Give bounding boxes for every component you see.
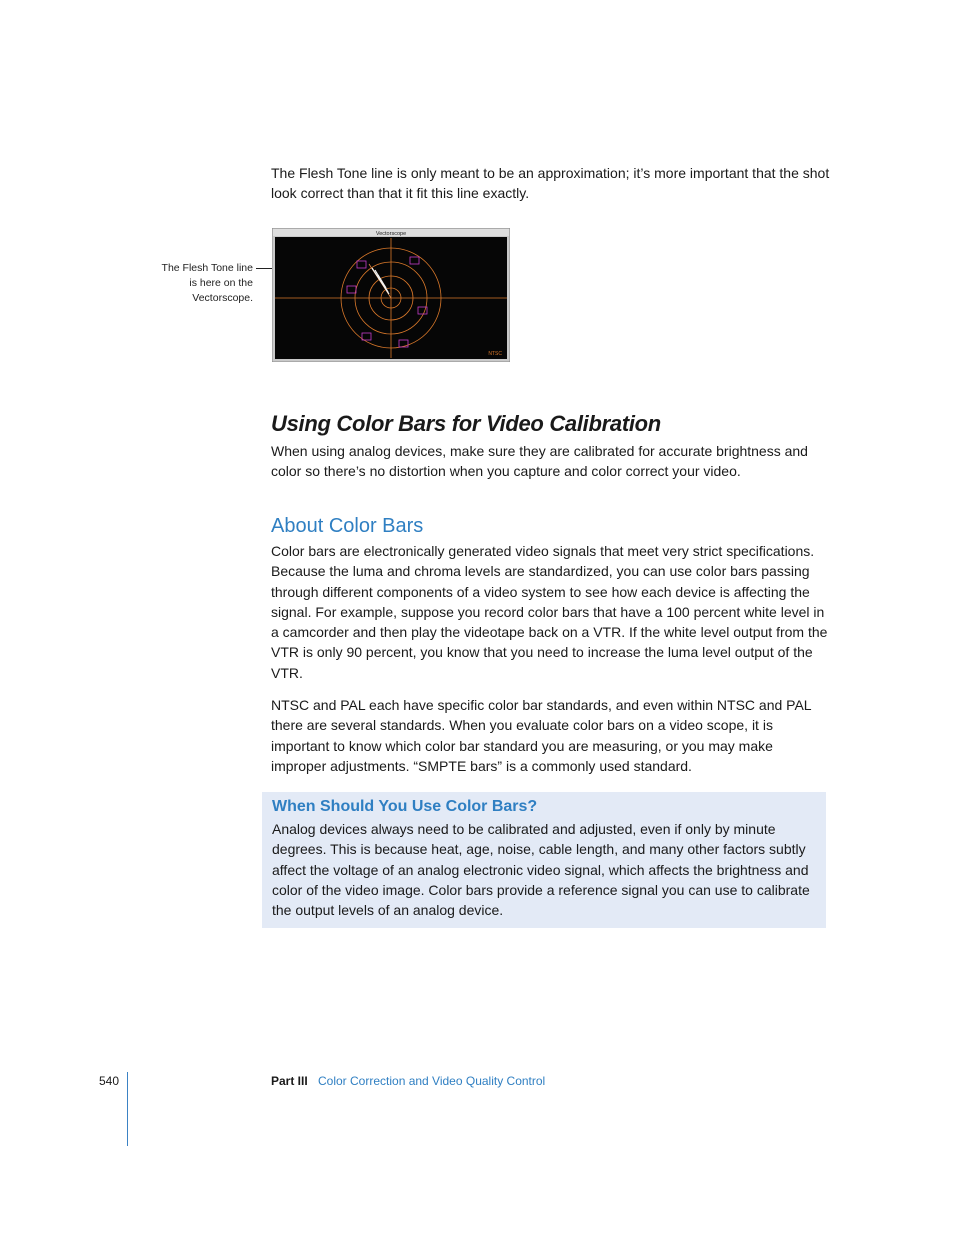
sidebar-title: When Should You Use Color Bars? bbox=[272, 798, 538, 815]
footer-chapter-title: Color Correction and Video Quality Control bbox=[318, 1074, 546, 1088]
subsection-title: About Color Bars bbox=[271, 515, 424, 537]
sidebar-box bbox=[262, 792, 826, 928]
page-number: 540 bbox=[99, 1074, 120, 1088]
about-paragraph-2: NTSC and PAL each have specific color bar standards, and even within NTSC and PAL there are several standards. When you evaluate color bars on a video scope, it is important to know which color bar standard you are measuring, or you may make improper adjustments. “SMPTE bars” is a commonly used standard. bbox=[271, 697, 812, 774]
footer-part-label: Part III bbox=[271, 1074, 308, 1088]
vectorscope-screenshot bbox=[272, 228, 510, 362]
scope-standard-label: NTSC bbox=[488, 351, 502, 357]
intro-paragraph: The Flesh Tone line is only meant to be an approximation; it’s more important that the shot look correct than that it fit this line exactly. bbox=[271, 165, 830, 202]
footer-divider bbox=[127, 1072, 128, 1146]
sidebar-paragraph: Analog devices always need to be calibrated and adjusted, even if only by minute degrees. This is because heat, age, noise, cable length, and many other factors subtly affect the voltage of an analog electronic video signal, which affects the brightness and color of the video image. Color bars provide a reference signal you can use to calibrate the output levels of an analog device. bbox=[272, 821, 810, 919]
section-title: Using Color Bars for Video Calibration bbox=[271, 411, 661, 436]
figure-callout: The Flesh Tone line is here on the Vectorscope. bbox=[161, 262, 253, 304]
section-paragraph: When using analog devices, make sure they are calibrated for accurate brightness and color so there’s no distortion when you capture and color correct your video. bbox=[271, 443, 808, 480]
about-paragraph-1: Color bars are electronically generated video signals that meet very strict specifications. Because the luma and chroma levels are standardized, you can use color bars passing through different components of a video system to see how each device is affecting the signal. For example, suppose you record color bars that have a 100 percent white level in a camcorder and then play the videotape back on a VTR. If the white level output from the VTR is only 90 percent, you know that you need to increase the luma level output of the VTR. bbox=[271, 543, 828, 681]
scope-window-title: Vectorscope bbox=[375, 231, 407, 237]
